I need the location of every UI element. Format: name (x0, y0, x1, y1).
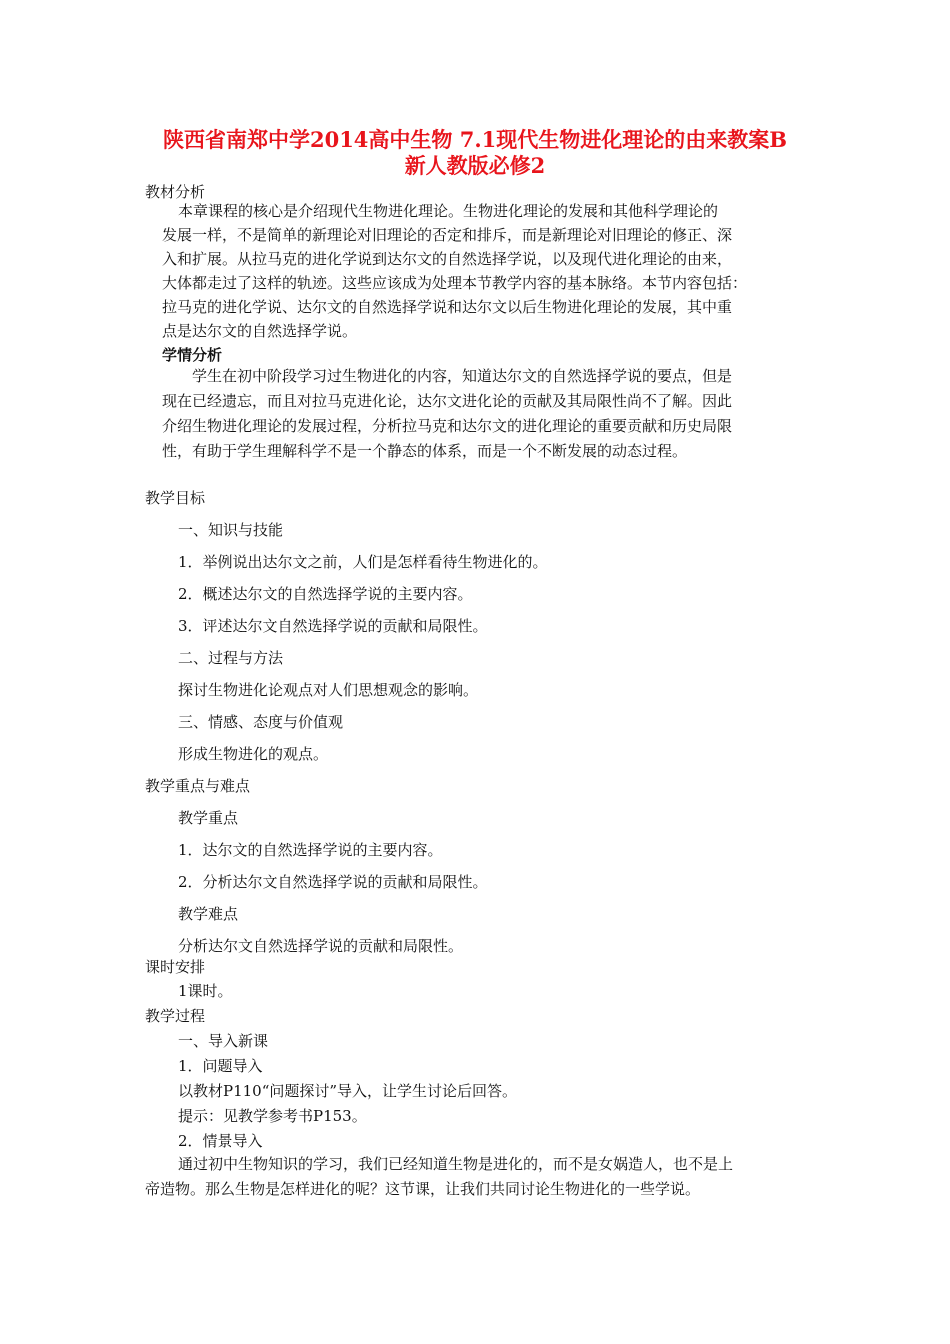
section-heading-schedule: 课时安排 (145, 958, 206, 976)
section-heading-material: 教材分析 (145, 183, 206, 201)
goals-item: 1．举例说出达尔文之前，人们是怎样看待生物进化的。 (178, 553, 548, 571)
document-title-line-1: 陕西省南郑中学2014高中生物 7.1现代生物进化理论的由来教案B (162, 127, 788, 152)
schedule-value: 1课时。 (178, 982, 233, 1000)
goals-item: 一、知识与技能 (178, 521, 284, 539)
goals-item: 形成生物进化的观点。 (178, 745, 329, 763)
material-line-1: 本章课程的核心是介绍现代生物进化理论。生物进化理论的发展和其他科学理论的 (178, 202, 719, 220)
process-item: 2．情景导入 (178, 1132, 263, 1150)
goals-item: 三、情感、态度与价值观 (178, 713, 344, 731)
keypoints-item: 教学难点 (178, 905, 239, 923)
keypoints-item: 教学重点 (178, 809, 239, 827)
document-title-line-2: 新人教版必修2 (404, 153, 546, 178)
students-line-1: 学生在初中阶段学习过生物进化的内容，知道达尔文的自然选择学说的要点，但是 (192, 367, 733, 385)
goals-item: 探讨生物进化论观点对人们思想观念的影响。 (178, 681, 479, 699)
material-line-5: 拉马克的进化学说、达尔文的自然选择学说和达尔文以后生物进化理论的发展，其中重 (162, 298, 733, 316)
process-item: 一、导入新课 (178, 1032, 269, 1050)
material-line-6: 点是达尔文的自然选择学说。 (162, 322, 358, 340)
process-paragraph-line-2: 帝造物。那么生物是怎样进化的呢？这节课，让我们共同讨论生物进化的一些学说。 (145, 1180, 701, 1198)
goals-item: 二、过程与方法 (178, 649, 284, 667)
students-line-4: 性，有助于学生理解科学不是一个静态的体系，而是一个不断发展的动态过程。 (162, 442, 688, 460)
keypoints-item: 分析达尔文自然选择学说的贡献和局限性。 (178, 937, 464, 955)
section-heading-goals: 教学目标 (145, 489, 206, 507)
goals-item: 2．概述达尔文的自然选择学说的主要内容。 (178, 585, 473, 603)
goals-item: 3．评述达尔文自然选择学说的贡献和局限性。 (178, 617, 488, 635)
students-line-3: 介绍生物进化理论的发展过程，分析拉马克和达尔文的进化理论的重要贡献和历史局限 (162, 417, 733, 435)
process-item: 提示：见教学参考书P153。 (178, 1107, 367, 1125)
section-heading-process: 教学过程 (145, 1007, 206, 1025)
material-line-2: 发展一样，不是简单的新理论对旧理论的否定和排斥，而是新理论对旧理论的修正、深 (162, 226, 733, 244)
section-heading-keypoints: 教学重点与难点 (145, 777, 251, 795)
material-line-3: 入和扩展。从拉马克的进化学说到达尔文的自然选择学说，以及现代进化理论的由来， (162, 250, 733, 268)
process-item: 以教材P110“问题探讨”导入，让学生讨论后回答。 (178, 1082, 518, 1100)
material-line-4: 大体都走过了这样的轨迹。这些应该成为处理本节教学内容的基本脉络。本节内容包括： (162, 274, 748, 292)
section-heading-students: 学情分析 (162, 346, 223, 364)
process-paragraph-line-1: 通过初中生物知识的学习，我们已经知道生物是进化的，而不是女娲造人，也不是上 (178, 1155, 734, 1173)
students-line-2: 现在已经遗忘，而且对拉马克进化论，达尔文进化论的贡献及其局限性尚不了解。因此 (162, 392, 733, 410)
process-item: 1．问题导入 (178, 1057, 263, 1075)
keypoints-item: 1．达尔文的自然选择学说的主要内容。 (178, 841, 443, 859)
keypoints-item: 2．分析达尔文自然选择学说的贡献和局限性。 (178, 873, 488, 891)
